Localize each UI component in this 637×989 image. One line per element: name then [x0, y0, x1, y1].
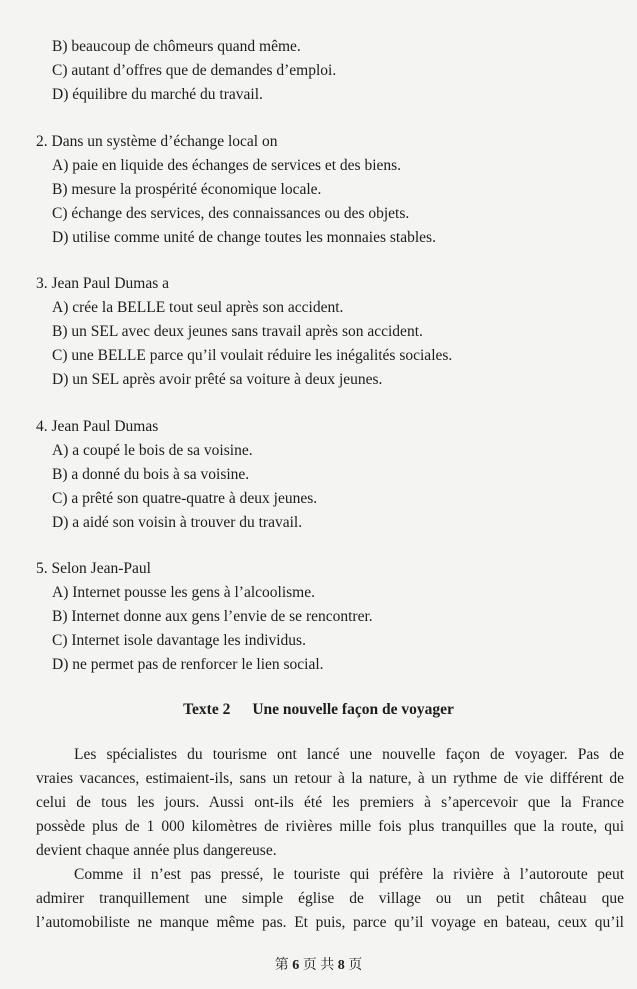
q3-option-a: A) crée la BELLE tout seul après son accident.: [52, 299, 344, 316]
q5-option-b: B) Internet donne aux gens l’envie de se rencontrer.: [52, 608, 373, 625]
footer-suffix: 页: [348, 958, 363, 973]
q2-stem: 2. Dans un système d’échange local on: [36, 133, 278, 150]
q4-option-c: C) a prêté son quatre-quatre à deux jeunes.: [52, 490, 318, 507]
q5-option-d: D) ne permet pas de renforcer le lien social.: [52, 656, 324, 673]
q3-option-c: C) une BELLE parce qu’il voulait réduire les inégalités sociales.: [52, 347, 453, 364]
footer-prefix: 第: [274, 958, 289, 973]
q3-option-d: D) un SEL après avoir prêté sa voiture à deux jeunes.: [52, 371, 383, 388]
paragraph1-line: possède plus de 1 000 kilomètres de rivières mille fois plus tranquilles que la route, qui: [36, 818, 624, 835]
paragraph2-line: l’automobiliste ne manque même pas. Et puis, parce qu’il voyage en bateau, ceux qu’il: [36, 914, 624, 931]
footer-total: 8: [337, 958, 345, 973]
section-title: [0, 701, 637, 719]
q2-option-a: A) paie en liquide des échanges de services et des biens.: [52, 157, 402, 174]
q2-option-d: D) utilise comme unité de change toutes les monnaies stables.: [52, 229, 436, 246]
q5-option-c: C) Internet isole davantage les individus.: [52, 632, 306, 649]
q1-option-b: B) beaucoup de chômeurs quand même.: [52, 38, 301, 55]
paragraph1-line: celui de tous les jours. Aussi ont-ils été les premiers à s’apercevoir que la France: [36, 794, 624, 811]
q5-option-a: A) Internet pousse les gens à l’alcoolisme.: [52, 584, 315, 601]
footer-page: 6: [292, 958, 300, 973]
q3-stem: 3. Jean Paul Dumas a: [36, 275, 170, 292]
q1-option-c: C) autant d’offres que de demandes d’emploi.: [52, 62, 337, 79]
paragraph1-line: vraies vacances, estimaient-ils, sans un retour à la nature, à un rythme de vie différent de: [36, 770, 624, 787]
q4-option-d: D) a aidé son voisin à trouver du travail.: [52, 514, 303, 531]
q2-option-c: C) échange des services, des connaissances ou des objets.: [52, 205, 410, 222]
q5-stem: 5. Selon Jean-Paul: [36, 560, 151, 577]
footer-middle: 页 共: [302, 958, 335, 973]
q3-option-b: B) un SEL avec deux jeunes sans travail après son accident.: [52, 323, 423, 340]
section-heading: Une nouvelle façon de voyager: [252, 701, 454, 718]
q4-option-b: B) a donné du bois à sa voisine.: [52, 466, 250, 483]
paragraph1-line: Les spécialistes du tourisme ont lancé une nouvelle façon de voyager. Pas de: [74, 746, 624, 763]
paragraph1-line: devient chaque année plus dangereuse.: [36, 842, 277, 859]
page-number-footer: [0, 954, 637, 974]
paragraph2-line: admirer tranquillement une simple église de village ou un petit château que: [36, 890, 624, 907]
q2-option-b: B) mesure la prospérité économique locale.: [52, 181, 322, 198]
q1-option-d: D) équilibre du marché du travail.: [52, 86, 263, 103]
section-label: Texte 2: [183, 701, 231, 718]
q4-stem: 4. Jean Paul Dumas: [36, 418, 159, 435]
paragraph2-line: Comme il n’est pas pressé, le touriste qui préfère la rivière à l’autoroute peut: [74, 866, 624, 883]
q4-option-a: A) a coupé le bois de sa voisine.: [52, 442, 253, 459]
